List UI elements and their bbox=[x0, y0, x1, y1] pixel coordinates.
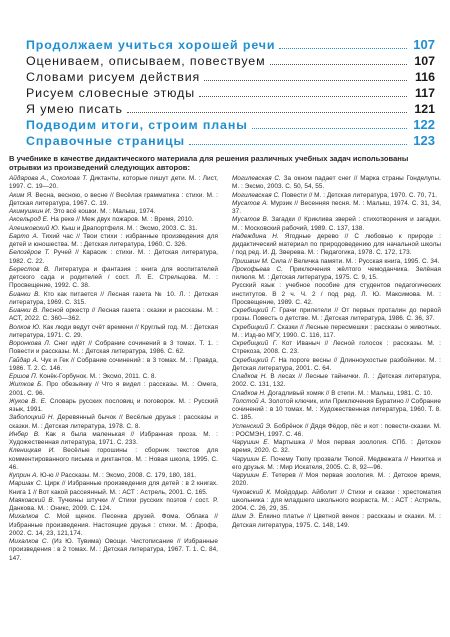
bibliography-entry bbox=[9, 307, 218, 324]
entry-text: Кот Иваныч // Лесной голосок : рассказы. М. : Стрекоза, 2008. С. 23. bbox=[232, 340, 441, 356]
entry-text: Диктанты, которые пишут дети. М. : Лист, 1997. С. 19—20. bbox=[9, 175, 218, 191]
bibliography-entry bbox=[9, 480, 218, 497]
bibliography-entry bbox=[232, 307, 441, 324]
bibliography-entry bbox=[232, 340, 441, 357]
bibliography-entry bbox=[9, 233, 218, 250]
entry-text: Бобрёнок // Дядя Фёдор, пёс и кот : повести-сказки. М. : РОСМЭН, 1997. С. 46. bbox=[232, 422, 442, 438]
bibliography-entry bbox=[232, 398, 441, 423]
bibliography-entry bbox=[232, 472, 441, 489]
toc-leader-dots bbox=[204, 70, 407, 81]
bibliography-entry bbox=[232, 373, 441, 390]
entry-author: Шим Э. bbox=[232, 513, 256, 521]
entry-author: Белозёров Т. bbox=[9, 249, 50, 257]
entry-author: Надеждина Н. bbox=[232, 232, 279, 240]
bibliography-entry bbox=[232, 266, 441, 283]
entry-text: Про обезьянку // Что я видел : рассказы. М. : Омега, 2001. С. 96. bbox=[9, 381, 218, 397]
entry-author: Кленицкая И. bbox=[9, 447, 56, 455]
bibliography-entry bbox=[9, 357, 218, 374]
toc-page-number: 107 bbox=[414, 54, 435, 68]
entry-text: Догадливый хомяк // В степи. М. : Малыш, 1981. С. 10. bbox=[267, 389, 433, 397]
entry-text: Приключения жёлтого чемоданчика. Зелёная пилюля. М. : Детская литература, 1975. С. 9, 15. bbox=[232, 265, 441, 281]
toc-entry-title: Словами рисуем действия bbox=[26, 70, 201, 84]
bibliography-entry bbox=[232, 439, 441, 456]
entry-author: Аксельрод Е. bbox=[9, 216, 49, 224]
entry-author: Мусатов А. bbox=[232, 199, 269, 207]
entry-text: Повести // М. : Детская литература, 1970. С. 70, 71. bbox=[281, 191, 438, 199]
entry-text: Сказки // Лесные пересмешки : рассказы о животных. М. : Изд-во МГУ, 1990. С. 116, 117. bbox=[232, 323, 441, 339]
entry-author: Жуков В. Е. bbox=[9, 397, 47, 405]
bibliography-entry bbox=[9, 398, 218, 415]
entry-author: Могилевская С. bbox=[232, 191, 280, 199]
entry-author: Чарушин Е. bbox=[232, 455, 268, 463]
toc-entry[interactable] bbox=[26, 101, 435, 117]
entry-author: Маяковский В. bbox=[9, 496, 55, 504]
toc-entry-title: Рисуем словесные этюды bbox=[26, 86, 196, 100]
entry-text: За окном падает снег // Марка страны Гонделупы. М. : Эксмо, 2003. С. 50, 54, 55. bbox=[232, 175, 441, 191]
entry-author: Скребицкий Г. bbox=[232, 356, 276, 364]
toc-leader-dots bbox=[279, 38, 407, 49]
entry-author: Куприн А. bbox=[9, 472, 39, 479]
toc-entry-title: Продолжаем учиться хорошей речи bbox=[26, 38, 276, 52]
bibliography-entry bbox=[232, 357, 441, 374]
entry-text: Грачи прилетели // От первых проталин до первой грозы. Повесть о детстве. М. : Детская литература, 1986. С. 36, 37. bbox=[232, 307, 441, 323]
entry-author: Скребицкий Г. bbox=[232, 323, 276, 331]
bibliography-entry bbox=[9, 538, 218, 563]
bibliography-intro: В учебнике в качестве дидактического материала для решения различных учебных задач использованы отрывки из произведений следующих авторов: bbox=[9, 154, 409, 173]
entry-text: Словарь русских пословиц и поговорок. М. : Русский язык, 1991. bbox=[9, 397, 218, 413]
toc-page-number: 122 bbox=[413, 117, 435, 132]
toc-entry[interactable] bbox=[26, 85, 435, 101]
entry-author: Прокофьева С. bbox=[232, 265, 283, 273]
entry-text: (Из Ю. Тувима) Овощи. Чистописание // Избранные произведения : в 2 томах. М. : Детская литература, 1967. Т. 1. С. 84, 147. bbox=[9, 538, 218, 562]
entry-text: Тучкины штучки // Стихи русских поэтов / сост. Р. Данкова. М. : Оникс, 2009. С. 124. bbox=[9, 496, 219, 512]
toc-leader-dots bbox=[199, 86, 407, 97]
toc-leader-dots bbox=[270, 54, 407, 65]
entry-author: Айдарова А., Соколова Т. bbox=[9, 175, 88, 182]
toc-section-entry[interactable] bbox=[26, 117, 435, 133]
toc-entry[interactable] bbox=[26, 53, 435, 69]
entry-author: Пришвин М. bbox=[232, 257, 269, 265]
entry-text: Как люди ведут счёт времени // Круглый год. М. : Детская литература, 1971. С. 29. bbox=[9, 323, 218, 339]
toc-leader-dots bbox=[252, 118, 407, 129]
entry-author: Алешковский Ю. bbox=[9, 224, 60, 232]
table-of-contents bbox=[26, 37, 435, 149]
entry-author: Михалков С. bbox=[9, 538, 49, 545]
entry-author: Воронкова Л. bbox=[9, 340, 51, 347]
bibliography-entry bbox=[9, 175, 218, 192]
bibliography-entry bbox=[232, 200, 441, 217]
bibliography-entry bbox=[9, 225, 218, 233]
entry-author: Акимушкин И. bbox=[9, 208, 52, 215]
bibliography-entry bbox=[9, 291, 218, 308]
entry-author: Чарушин Е. bbox=[232, 472, 269, 479]
entry-author: Мусатов В. bbox=[232, 216, 269, 224]
entry-text: Мурзик // Весенняя песня. М. : Малыш, 1974. С. 31, 34, 37. bbox=[232, 199, 442, 215]
entry-text: Чук и Гек // Собрание сочинений : в 3 томах. М. : Правда, 1986. Т. 2. С. 146. bbox=[9, 356, 218, 372]
entry-author: Сладков Н. bbox=[232, 389, 266, 397]
entry-text: Лесной оркестр // Лесная газета : сказки и рассказы. М. : АСТ, 2022. С. 360—362. bbox=[9, 307, 219, 323]
bibliography-entry bbox=[9, 381, 218, 398]
entry-text: Ю-ю // Рассказы. М. : Эксмо, 2008. С. 179, 180, 181. bbox=[40, 472, 197, 479]
bibliography-entry bbox=[232, 423, 441, 440]
entry-author: Житков Б. bbox=[9, 381, 44, 389]
bibliography-entry bbox=[232, 489, 441, 514]
toc-entry-title: Я умею писать bbox=[26, 102, 123, 116]
bibliography-entry bbox=[232, 282, 441, 307]
bibliography-entry bbox=[232, 175, 441, 192]
bibliography-column-right bbox=[232, 175, 441, 563]
entry-author: Бианки В. bbox=[9, 290, 41, 298]
entry-text: Ёлкино платье // Цветной венок : рассказы и сказки. М. : Детская литература, 1975. С. 148, 149. bbox=[232, 513, 441, 529]
entry-text: Кыш и Двапортфеля. М. : Эксмо, 2003. С. 31. bbox=[61, 224, 198, 232]
entry-author: Толстой А. bbox=[232, 397, 267, 405]
bibliography-entry bbox=[9, 340, 218, 357]
bibliography-entry bbox=[232, 216, 441, 233]
bibliography-entry bbox=[9, 447, 218, 472]
entry-text: Это всё кошки. М. : Малыш, 1974. bbox=[53, 208, 156, 215]
toc-page-number: 117 bbox=[415, 86, 435, 100]
bibliography-entry bbox=[9, 208, 218, 216]
bibliography-entry bbox=[232, 390, 441, 398]
entry-text: Литература и фантазия : книга для воспитателей детского сада и родителей / сост. Л. Е. Стрельцова. М. : Просвещение, 1992. С. 38. bbox=[9, 265, 219, 290]
bibliography-entry bbox=[9, 513, 218, 538]
bibliography-entry bbox=[9, 192, 218, 209]
entry-text: Мойдодыр. Айболит // Стихи и сказки : хрестоматия школьника : для младшего школьного возраста. М. : АСТ : Астрель, 2004. С. 26, 29, 35. bbox=[232, 488, 441, 512]
entry-author: Скребицкий Г. bbox=[232, 307, 277, 314]
entry-text: Конёк-Горбунок. М. : Эксмо, 2011. С. 8. bbox=[39, 373, 157, 380]
entry-author: Чарушин Е. bbox=[232, 439, 270, 446]
entry-text: Тихий час // Твои стихи : избранные произведения для детей и юношества. М. : Детская литература, 1960. С. 326. bbox=[9, 232, 219, 248]
entry-text: Цирк // Избранные произведения для детей : в 2 книгах. Книга 1 // Вот какой рассеянный. М. : АСТ : Астрель, 2001. С. 165. bbox=[9, 480, 219, 496]
toc-page-number: 123 bbox=[413, 133, 435, 148]
entry-text: На реке // Меж двух пожаров. М. : Время, 2010. bbox=[50, 216, 194, 224]
bibliography-entry bbox=[9, 414, 218, 431]
entry-text: В лесах // Лесные тайнички. Л. : Детская литература, 2002. С. 131, 132. bbox=[232, 373, 441, 389]
entry-author: Чуковский К. bbox=[232, 488, 272, 496]
bibliography-entry bbox=[9, 266, 218, 291]
entry-text: Как я была маленькая // Избранная проза. М. : Художественная литература, 1971. С. 233. bbox=[9, 430, 218, 446]
entry-text: На пороге весны // Длинноухостые разбойники. М. : Детская литература, 2001. С. 64. bbox=[232, 356, 441, 372]
entry-author: Аким Я. bbox=[9, 191, 34, 199]
toc-leader-dots bbox=[127, 102, 407, 113]
bibliography-entry bbox=[9, 216, 218, 224]
entry-text: Мартышка // Моя первая зоология. СПб. : Детское время, 2020. С. 32. bbox=[232, 439, 441, 455]
bibliography-entry bbox=[232, 258, 441, 266]
bibliography-entry bbox=[232, 513, 441, 530]
entry-author: Инбер В. bbox=[9, 430, 40, 438]
entry-author: Волков Ю. bbox=[9, 323, 41, 331]
bibliography-entry bbox=[9, 324, 218, 341]
bibliography-entry bbox=[9, 472, 218, 480]
bibliography-column-left bbox=[9, 175, 218, 563]
entry-text: Снег идёт // Собрание сочинений в 3 томах. Т. 1. : Повести и рассказы. М. : Детская литература, 1986. С. 62. bbox=[9, 340, 219, 356]
entry-author: Бианки В. bbox=[9, 307, 40, 314]
entry-author: Берестов В. bbox=[9, 265, 51, 273]
bibliography-entry bbox=[9, 497, 218, 514]
toc-section-entry[interactable] bbox=[26, 133, 435, 149]
bibliography-entry bbox=[232, 324, 441, 341]
entry-author: Успенский Э. bbox=[232, 422, 272, 430]
toc-entry-title: Справочные страницы bbox=[26, 134, 186, 148]
entry-text: Кто как питается // Лесная газета № 10. Л. : Детская литература, 1969. С. 315. bbox=[9, 290, 219, 306]
entry-text: Русский язык : учебное пособие для студентов педагогических институтов. В 2 ч. Ч. 2 / под ред. Л. Ю. Максимова. М. : Просвещение, 1989. С. 42. bbox=[232, 282, 441, 306]
toc-page-number: 116 bbox=[415, 70, 435, 84]
entry-text: Весна, весною, о весне // Весёлая грамматика : стихи. М. : Детская литература, 1967. С. 19. bbox=[9, 191, 218, 207]
entry-author: Заболоцкий Н. bbox=[9, 414, 55, 422]
entry-author: Сладков Н. bbox=[232, 373, 268, 380]
toc-entry-title: Подводим итоги, строим планы bbox=[26, 118, 248, 132]
bibliography bbox=[9, 175, 441, 563]
entry-author: Барто А. bbox=[9, 232, 39, 240]
toc-entry[interactable] bbox=[26, 69, 435, 85]
entry-text: Тетерев // Моя первая зоология. М. : Детское время, 2020. bbox=[232, 472, 441, 488]
entry-author: Маршак С. bbox=[9, 480, 43, 488]
entry-text: Весёлые горошины : сборник текстов для комментированного письма и диктантов. М. : Новая школа, 1995. С. 46. bbox=[9, 447, 218, 471]
bibliography-entry bbox=[232, 192, 441, 200]
entry-text: Золотой ключик, или Приключения Буратино // Собрание сочинений : в 10 томах. М. : Художественная литература, 1960. Т. 8. С. 185. bbox=[232, 397, 441, 422]
entry-author: Могилевская С. bbox=[232, 175, 281, 182]
entry-text: Деревянный бычок // Весёлые друзья : рассказы и сказки. М. : Детская литература, 1978. С. 8. bbox=[9, 414, 218, 430]
bibliography-entry bbox=[232, 233, 441, 258]
toc-leader-dots bbox=[189, 134, 407, 145]
toc-page-number: 121 bbox=[414, 102, 435, 116]
bibliography-entry bbox=[9, 431, 218, 448]
entry-author: Гайдар А. bbox=[9, 356, 39, 364]
bibliography-entry bbox=[9, 373, 218, 381]
entry-text: Загадки // Криклива зверей : стихотворения и загадки. М. : Московский рабочий, 1989. С. 137, 138. bbox=[232, 216, 442, 232]
bibliography-entry bbox=[9, 249, 218, 266]
entry-author: Михалков С. bbox=[9, 513, 51, 521]
toc-section-entry[interactable] bbox=[26, 37, 435, 53]
entry-author: Ершов П. bbox=[9, 373, 38, 380]
entry-text: Ручей // Карасик : стихи. М. : Детская литература, 1982. С. 22. bbox=[9, 249, 218, 265]
toc-entry-title: Оцениваем, описываем, повествуем bbox=[26, 54, 266, 68]
entry-text: Почему Тюпу прозвали Тюпой. Медвежата // Никитка и его друзья. М. : Мир Искателя, 2005. С. 8, 92—96. bbox=[232, 455, 441, 471]
entry-text: Мой щенок. Песенка друзей. Фома. Облака // Избранные произведения. Настоящие друзья : стихи. М. : Дрофа, 2002. С. 14, 23, 121,174. bbox=[9, 513, 218, 537]
entry-text: Сила // Величка памяти. М. : Русская книга, 1995. С. 34. bbox=[270, 257, 440, 265]
entry-author: Скребицкий Г. bbox=[232, 340, 278, 347]
bibliography-entry bbox=[232, 456, 441, 473]
toc-page-number: 107 bbox=[413, 37, 435, 52]
entry-text: Ягодные дерево // С любовью к природе : дидактический материал по природоведению для начальной школы / под ред. И. Д. Зверева. М. : Педагогика, 1978. С. 172, 173. bbox=[232, 232, 441, 257]
